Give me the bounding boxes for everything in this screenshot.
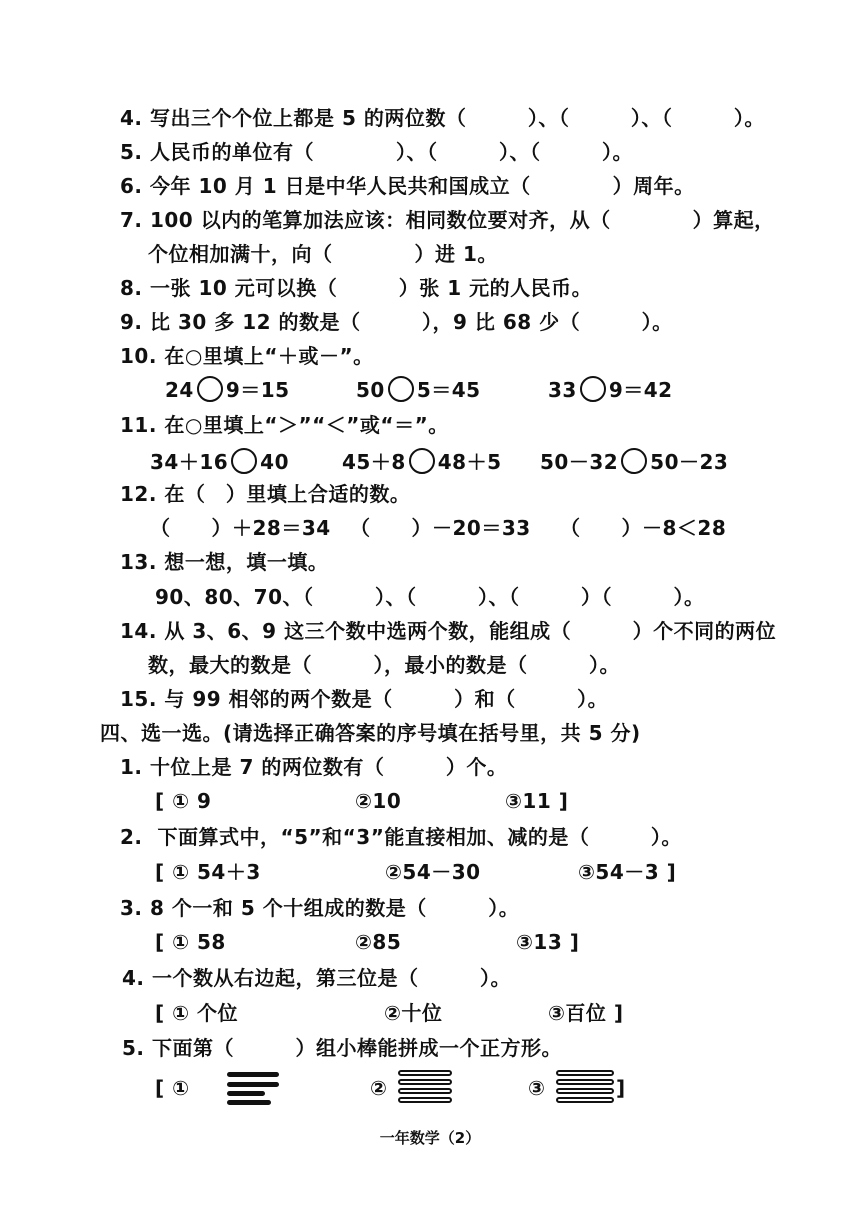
question-5: 5. 人民币的单位有（ ）、（ ）、（ ）。 — [120, 140, 633, 164]
q12-item-3: （ ）－8＜28 — [560, 516, 727, 540]
page-footer: 一年数学（2） — [379, 1129, 481, 1147]
answer-circle[interactable] — [621, 448, 647, 474]
q11-item-2: 45＋8 48＋5 — [342, 450, 502, 474]
q10-item-3: 33 9＝42 — [548, 378, 673, 402]
answer-circle[interactable] — [231, 448, 257, 474]
q11-item-3: 50－32 50－23 — [540, 450, 729, 474]
q5-option-3-label[interactable]: ③ — [528, 1076, 546, 1100]
q4-option-1[interactable]: [ ① 个位 — [155, 1001, 238, 1025]
q4-option-2[interactable]: ②十位 — [384, 1001, 443, 1025]
question-14-line-1: 14. 从 3、6、9 这三个数中选两个数，能组成（ ）个不同的两位 — [120, 619, 777, 643]
q12-item-1: （ ）＋28＝34 — [150, 516, 331, 540]
question-8: 8. 一张 10 元可以换（ ）张 1 元的人民币。 — [120, 276, 593, 300]
answer-circle[interactable] — [409, 448, 435, 474]
q10-item-1: 24 9＝15 — [165, 378, 290, 402]
question-12: 12. 在（ ）里填上合适的数。 — [120, 482, 411, 506]
q5-option-1-label[interactable]: [ ① — [155, 1076, 190, 1100]
q2-option-3[interactable]: ③54－3 ] — [578, 860, 677, 884]
q3-option-1[interactable]: [ ① 58 — [155, 930, 226, 954]
q3-option-3[interactable]: ③13 ] — [516, 930, 580, 954]
q4-option-3[interactable]: ③百位 ] — [548, 1001, 624, 1025]
question-4: 4. 写出三个个位上都是 5 的两位数（ ）、（ ）、（ ）。 — [120, 106, 765, 130]
answer-circle[interactable] — [197, 376, 223, 402]
choice-question-5: 5. 下面第（ ）组小棒能拼成一个正方形。 — [122, 1036, 562, 1060]
answer-circle[interactable] — [388, 376, 414, 402]
answer-circle[interactable] — [580, 376, 606, 402]
stick-group-1 — [227, 1072, 281, 1106]
q1-option-2[interactable]: ②10 — [355, 789, 402, 813]
q1-option-1[interactable]: [ ① 9 — [155, 789, 212, 813]
q11-item-1: 34＋16 40 — [150, 450, 290, 474]
q5-close-bracket: ] — [616, 1076, 626, 1100]
choice-question-4: 4. 一个数从右边起，第三位是（ ）。 — [122, 966, 511, 990]
q2-option-1[interactable]: [ ① 54＋3 — [155, 860, 261, 884]
question-6: 6. 今年 10 月 1 日是中华人民共和国成立（ ）周年。 — [120, 174, 695, 198]
q12-item-2: （ ）－20＝33 — [350, 516, 531, 540]
q3-option-2[interactable]: ②85 — [355, 930, 402, 954]
question-11: 11. 在○里填上“＞”“＜”或“＝”。 — [120, 413, 449, 437]
question-7-line-1: 7. 100 以内的笔算加法应该：相同数位要对齐，从（ ）算起， — [120, 208, 775, 232]
question-15: 15. 与 99 相邻的两个数是（ ）和（ ）。 — [120, 687, 609, 711]
stick-group-2 — [398, 1070, 454, 1110]
q13-sequence: 90、80、70、（ ）、（ ）、（ ）（ ）。 — [155, 585, 705, 609]
q5-option-2-label[interactable]: ② — [370, 1076, 388, 1100]
q1-option-3[interactable]: ③11 ] — [505, 789, 569, 813]
q10-item-2: 50 5＝45 — [356, 378, 481, 402]
choice-question-3: 3. 8 个一和 5 个十组成的数是（ ）。 — [120, 896, 520, 920]
question-13: 13. 想一想，填一填。 — [120, 550, 329, 574]
choice-question-1: 1. 十位上是 7 的两位数有（ ）个。 — [120, 755, 508, 779]
choice-question-2: 2. 下面算式中，“5”和“3”能直接相加、减的是（ ）。 — [120, 825, 682, 849]
question-10: 10. 在○里填上“＋或－”。 — [120, 344, 374, 368]
question-7-line-2: 个位相加满十，向（ ）进 1。 — [148, 242, 498, 266]
question-9: 9. 比 30 多 12 的数是（ ），9 比 68 少（ ）。 — [120, 310, 673, 334]
section-4-heading: 四、选一选。(请选择正确答案的序号填在括号里，共 5 分) — [100, 721, 641, 745]
stick-group-3 — [556, 1070, 614, 1110]
question-14-line-2: 数，最大的数是（ ），最小的数是（ ）。 — [148, 653, 620, 677]
q2-option-2[interactable]: ②54－30 — [385, 860, 481, 884]
